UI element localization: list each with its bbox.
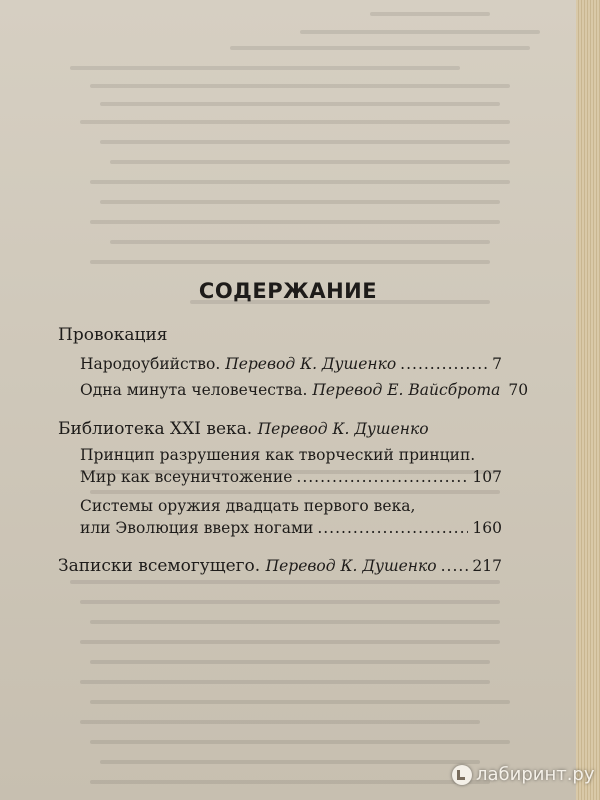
toc-entry: [80, 468, 502, 486]
entry-page: 70: [508, 381, 529, 399]
section-heading-provocation: Провокация: [58, 325, 168, 345]
toc-entry: [80, 519, 502, 537]
leader-dots: [296, 468, 468, 486]
entry-line1: Принцип разрушения как творческий принцип.: [80, 446, 476, 464]
page-title: СОДЕРЖАНИЕ: [198, 279, 378, 303]
watermark: [452, 764, 595, 785]
entry-translator: Перевод К. Душенко: [225, 355, 397, 373]
toc-entry: [80, 381, 529, 399]
section-heading-text: Библиотека XXI века.: [58, 419, 253, 439]
leader-dots: [441, 557, 469, 575]
page-edges: [576, 0, 600, 800]
entry-page: 7: [492, 355, 502, 373]
labirint-logo-icon: [452, 765, 472, 785]
entry-translator: Перевод Е. Вайсброта: [312, 381, 501, 399]
section-translator: Перевод К. Душенко: [265, 557, 437, 575]
section-heading-library: [58, 419, 429, 439]
entry-page: 217: [472, 557, 502, 575]
leader-dots: [400, 355, 488, 373]
leader-dots: [317, 519, 468, 537]
entry-title: Одна минута человечества.: [80, 381, 308, 399]
watermark-text: лабиринт.ру: [476, 764, 595, 785]
section-translator: Перевод К. Душенко: [257, 420, 429, 438]
entry-page: 107: [472, 468, 502, 486]
entry-page: 160: [472, 519, 502, 537]
section-heading-notes: [58, 556, 502, 576]
entry-line2: или Эволюция вверх ногами: [80, 519, 314, 537]
entry-title: Народоубийство.: [80, 355, 221, 373]
entry-line1: Системы оружия двадцать первого века,: [80, 497, 416, 515]
section-heading-text: Записки всемогущего.: [58, 556, 261, 576]
toc-entry: [80, 355, 502, 373]
entry-line2: Мир как всеуничтожение: [80, 468, 293, 486]
